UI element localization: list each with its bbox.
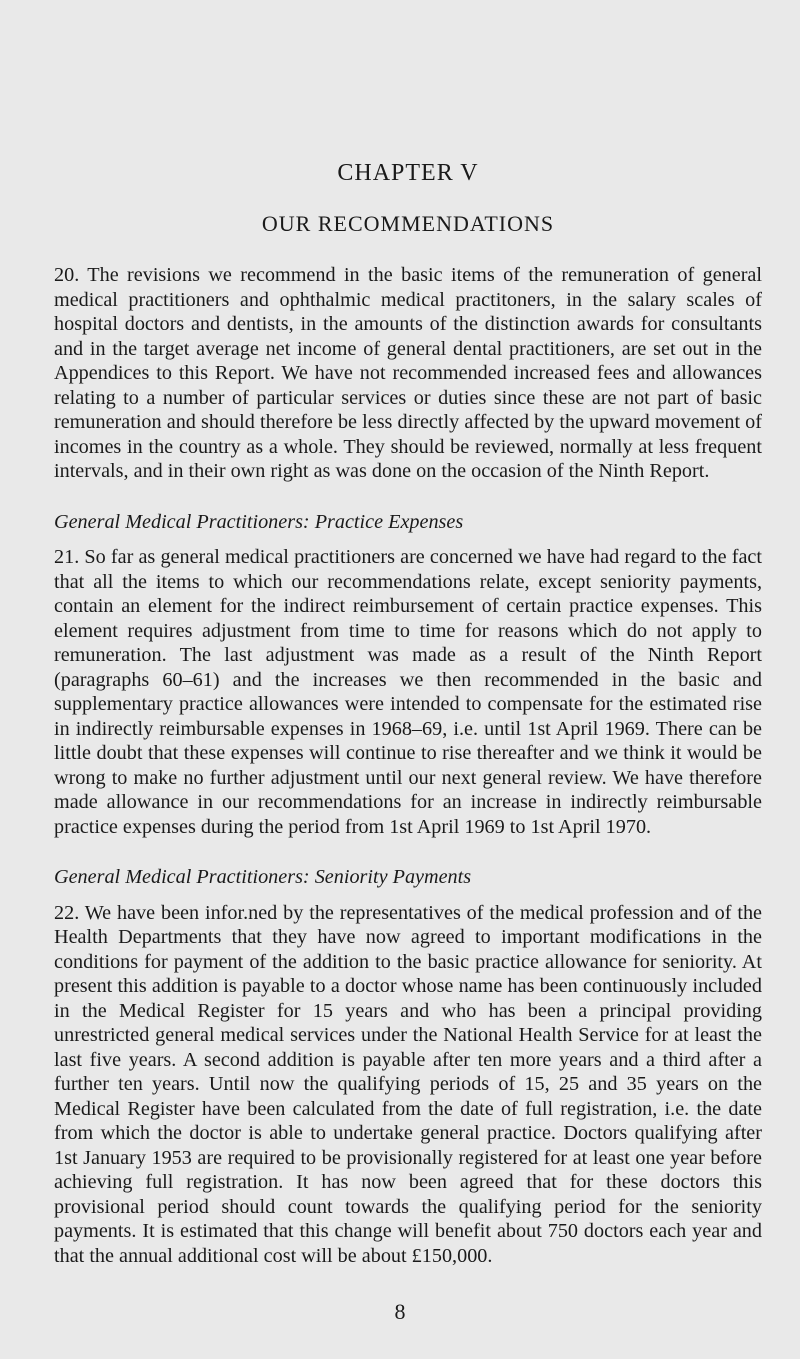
paragraph-22: 22. We have been infor.ned by the representatives of the medical profession and of the Health Departments that they have now agreed to important modifications in the conditions for payment of the addition to the basic practice allowance for seniority. At present this addition is payable to a doctor whose name has been continuously included in the Medical Register for 15 years and who has been a principal providing unrestricted general medical services under the National Health Service for at least the last five years. A second addition is payable after ten more years and a third after a further ten years. Until now the qualifying periods of 15, 25 and 35 years on the Medical Register have been calculated from the date of full registration, i.e. the date from which the doctor is able to undertake general practice. Doctors qualifying after 1st January 1953 are required to be provisionally registered for at least one year before achieving full registration. It has now been agreed that for these doctors this provisional period should count towards the qualifying period for the seniority payments. It is estimated that this change will benefit about 750 doctors each year and that the annual additional cost will be about £150,000. (54, 901, 762, 1267)
paragraph-21: 21. So far as general medical practitioners are concerned we have had regard to the fact that all the items to which our recommendations relate, except seniority payments, contain an element for the indirect reimbursement of certain practice expenses. This element requires adjustment from time to time for reasons which do not apply to remuneration. The last adjustment was made as a result of the Ninth Report (paragraphs 60–61) and the increases we then recommended in the basic and supplementary practice allowances were intended to compensate for the estimated rise in indirectly reimbursable expenses in 1968–69, i.e. until 1st April 1969. There can be little doubt that these expenses will continue to rise thereafter and we think it would be wrong to make no further adjustment until our next general review. We have therefore made allowance in our recommendations for an increase in indirectly reimbursable practice expenses during the period from 1st April 1969 to 1st April 1970. (54, 546, 762, 838)
section-heading: OUR RECOMMENDATIONS (261, 211, 555, 236)
paragraph-20: 20. The revisions we recommend in the basic items of the remuneration of general medical practitioners and ophthalmic medical practitoners, in the salary scales of hospital doctors and dentists, in the amounts of the distinction awards for consultants and in the target average net income of general dental practitioners, are set out in the Appendices to this Report. We have not recommended increased fees and allowances relating to a number of particular services or duties since these are not part of basic remuneration and should therefore be less directly affected by the upward movement of incomes in the country as a whole. They should be reviewed, normally at less frequent intervals, and in their own right as was done on the occasion of the Ninth Report. (54, 264, 762, 482)
page-number: 8 (394, 1299, 406, 1324)
subheading-seniority-payments: General Medical Practitioners: Seniority Payments (54, 866, 472, 888)
subheading-practice-expenses: General Medical Practitioners: Practice Expenses (54, 510, 464, 533)
chapter-title: CHAPTER V (337, 160, 479, 186)
